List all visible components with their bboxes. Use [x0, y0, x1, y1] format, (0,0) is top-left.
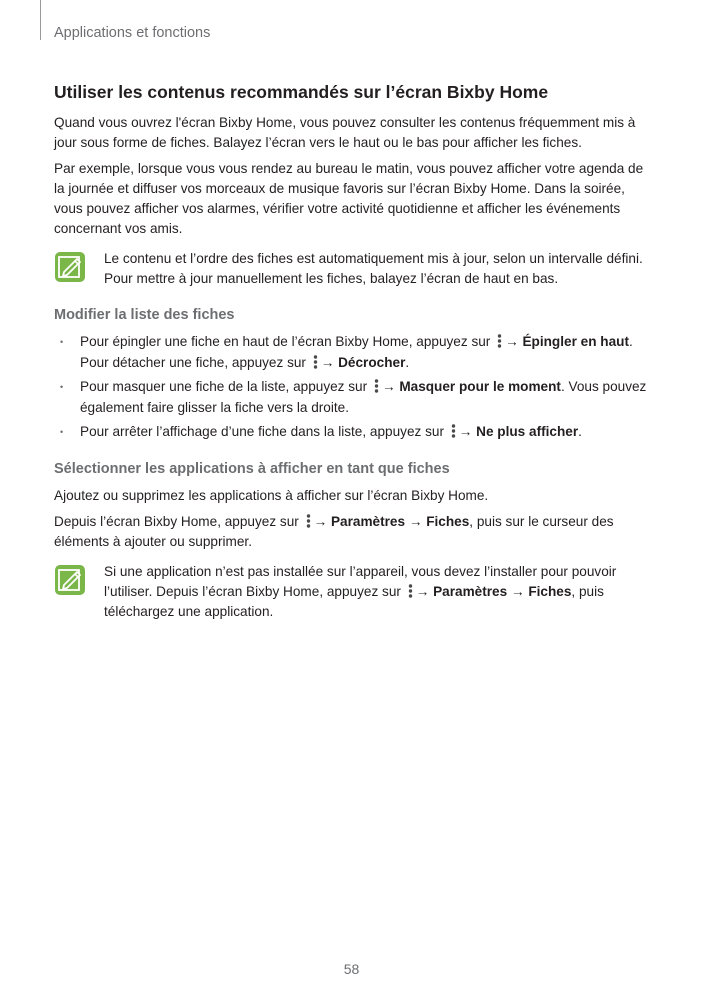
note-block-2 [54, 562, 654, 622]
menu-option-settings: Paramètres [433, 583, 508, 599]
select-apps-paragraph-2: Depuis l’écran Bixby Home, appuyez sur → Paramètres → Fiches, puis sur le curseur des éléments à ajouter ou supprimer. [54, 513, 614, 549]
menu-option-never-show: Ne plus afficher [476, 424, 579, 439]
section-header: Applications et fonctions [54, 25, 211, 41]
note-pencil-icon [54, 251, 86, 283]
list-item: • Pour arrêter l’affichage d’une fiche dans la liste, appuyez sur → Ne plus afficher. [54, 422, 654, 443]
select-apps-paragraph-1: Ajoutez ou supprimez les applications à afficher sur l’écran Bixby Home. [54, 487, 489, 503]
menu-option-settings: Paramètres [330, 513, 406, 529]
select-apps-heading: Sélectionner les applications à afficher en tant que fiches [54, 460, 450, 477]
edit-list-bullets [54, 332, 654, 443]
page-title: Utiliser les contenus recommandés sur l’écran Bixby Home [54, 82, 549, 102]
more-options-icon [497, 334, 502, 348]
note-block-1 [54, 249, 654, 289]
note-text-1: Le contenu et l’ordre des fiches est automatiquement mis à jour, selon un intervalle défini. Pour mettre à jour manuellement les fiches, balayez l’écran de haut en bas. [104, 251, 643, 286]
intro-paragraph-1: Quand vous ouvrez l'écran Bixby Home, vous pouvez consulter les contenus fréquemment mis à jour sous forme de fiches. Balayez l’écran vers le haut ou le bas pour afficher les fiches. [54, 115, 636, 150]
menu-option-unpin: Décrocher [338, 354, 406, 370]
list-item: • Pour masquer une fiche de la liste, appuyez sur → Masquer pour le moment. Vous pouvez également faire glisser la fiche vers la droite. [54, 377, 654, 418]
note-text-2: Si une application n’est pas installée sur l’appareil, vous devez l’installer pour pouvoir l’utiliser. Depuis l’écran Bixby Home, appuyez sur → Paramètres → Fiches, puis téléchargez une application. [104, 563, 617, 619]
list-item: • Pour épingler une fiche en haut de l’écran Bixby Home, appuyez sur → Épingler en haut. Pour détacher une fiche, appuyez sur → Décrocher. [54, 332, 654, 373]
more-options-icon [374, 379, 379, 393]
page-number: 58 [343, 961, 360, 977]
more-options-icon [313, 355, 318, 369]
menu-option-cards: Fiches [426, 513, 470, 529]
note-pencil-icon [54, 564, 86, 596]
menu-option-hide: Masquer pour le moment [399, 379, 561, 394]
menu-option-cards: Fiches [528, 583, 572, 599]
more-options-icon [306, 514, 311, 528]
page-content [54, 82, 654, 622]
page-edge-line [40, 0, 41, 40]
menu-option-pin: Épingler en haut [522, 334, 629, 349]
intro-paragraph-2: Par exemple, lorsque vous vous rendez au bureau le matin, vous pouvez afficher votre agenda de la journée et diffuser vos morceaux de musique favoris sur l’écran Bixby Home. Dans la soirée, vous pouvez afficher vos alarmes, vérifier votre activité quotidienne et afficher les événements concernant vos amis. [54, 161, 644, 236]
more-options-icon [408, 584, 413, 598]
edit-list-heading: Modifier la liste des fiches [54, 307, 235, 323]
more-options-icon [451, 424, 456, 438]
